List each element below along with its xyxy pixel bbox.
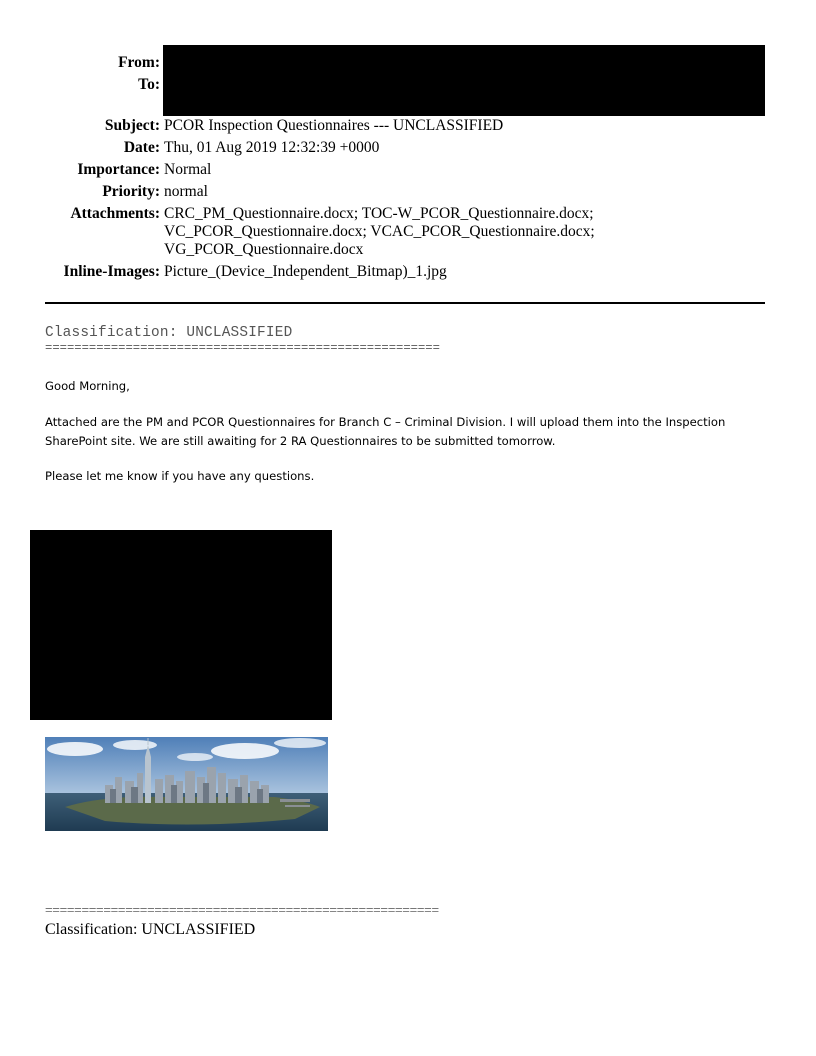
inline-images-row bbox=[0, 262, 816, 282]
date-value: Thu, 01 Aug 2019 12:32:39 +0000 bbox=[164, 139, 380, 156]
paragraph-1-line-2: SharePoint site. We are still awaiting for 2 RA Questionnaires to be submitted tomorrow. bbox=[45, 434, 556, 448]
paragraph-1-line-1: Attached are the PM and PCOR Questionnaires for Branch C – Criminal Division. I will upload them into the Inspection bbox=[45, 415, 726, 429]
attachment-link-line3[interactable]: VG_PCOR_Questionnaire.docx bbox=[164, 241, 364, 258]
redacted-image-block bbox=[30, 530, 332, 720]
from-row bbox=[0, 53, 816, 73]
priority-value: normal bbox=[164, 183, 208, 200]
attachment-link-line2[interactable]: VC_PCOR_Questionnaire.docx; VCAC_PCOR_Questionnaire.docx; bbox=[164, 223, 595, 240]
separator-bottom: ====================================================== bbox=[45, 902, 439, 917]
priority-label: Priority: bbox=[102, 183, 160, 200]
importance-row bbox=[0, 160, 816, 180]
attachments-row-3 bbox=[0, 240, 816, 260]
paragraph-2: Please let me know if you have any questions. bbox=[45, 469, 315, 483]
subject-label: Subject: bbox=[104, 117, 160, 134]
priority-row bbox=[0, 182, 816, 202]
date-row bbox=[0, 138, 816, 158]
inline-image-link[interactable]: Picture_(Device_Independent_Bitmap)_1.jpg bbox=[164, 263, 447, 280]
attachments-row-2 bbox=[0, 222, 816, 242]
header-divider bbox=[45, 302, 765, 304]
importance-value: Normal bbox=[164, 161, 212, 178]
from-label: From: bbox=[118, 54, 160, 71]
date-label: Date: bbox=[123, 139, 160, 156]
attachments-label: Attachments: bbox=[70, 205, 160, 222]
attachment-link-line1[interactable]: CRC_PM_Questionnaire.docx; TOC-W_PCOR_Questionnaire.docx; bbox=[164, 205, 594, 222]
importance-label: Importance: bbox=[77, 161, 160, 178]
inline-images-label: Inline-Images: bbox=[63, 263, 160, 280]
subject-row bbox=[0, 116, 816, 136]
separator-top: ====================================================== bbox=[45, 341, 440, 355]
classification-bottom: Classification: UNCLASSIFIED bbox=[45, 921, 256, 938]
to-row bbox=[0, 75, 816, 95]
greeting: Good Morning, bbox=[45, 379, 130, 393]
subject-value: PCOR Inspection Questionnaires --- UNCLASSIFIED bbox=[164, 117, 504, 134]
city-skyline-photo bbox=[45, 737, 328, 831]
to-label: To: bbox=[138, 76, 160, 93]
classification-top: Classification: UNCLASSIFIED bbox=[45, 325, 293, 341]
attachments-row bbox=[0, 204, 816, 224]
